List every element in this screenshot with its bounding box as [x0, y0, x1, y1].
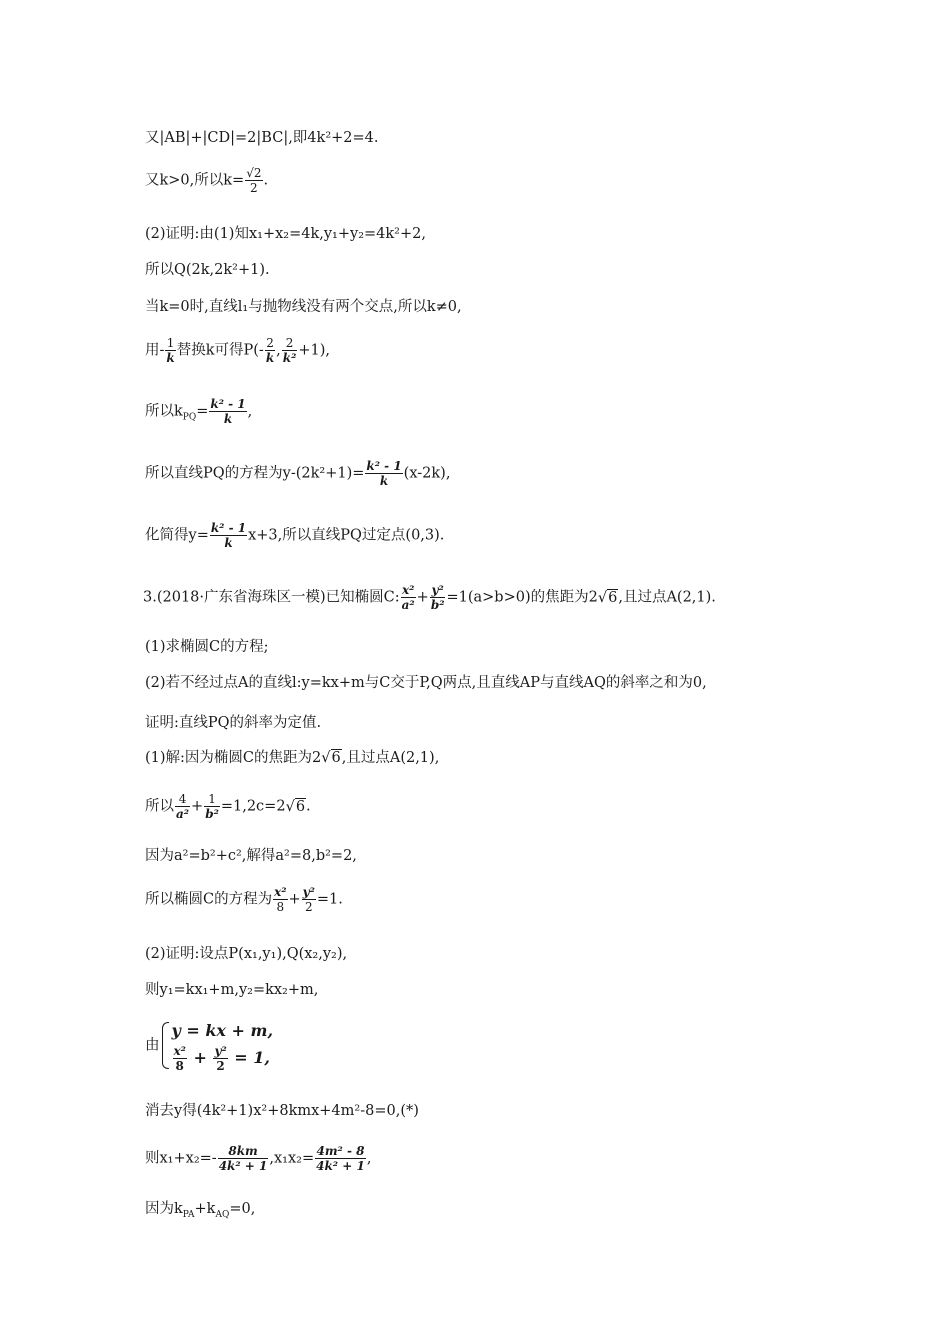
- fraction-denominator: k: [223, 412, 233, 426]
- text-run: 所以: [145, 798, 174, 815]
- fraction: [204, 792, 220, 821]
- text-run: x+3,所以直线PQ过定点(0,3).: [248, 527, 445, 544]
- fraction: [265, 336, 275, 365]
- text-run: =0,: [229, 1201, 256, 1217]
- fraction: [401, 583, 416, 612]
- fraction-denominator: 8: [175, 1059, 184, 1073]
- text-line: (1)求椭圆C的方程;: [145, 639, 269, 655]
- square-root: √6: [321, 750, 341, 766]
- fraction-numerator: k² - 1: [210, 397, 246, 411]
- fraction-numerator: y²: [214, 1044, 227, 1058]
- text-run: 由: [145, 1037, 160, 1054]
- fraction: [173, 1044, 187, 1073]
- fraction: [165, 336, 175, 365]
- equation: y = kx + m,: [171, 1021, 274, 1040]
- fraction: [282, 336, 298, 365]
- subscript: PA: [182, 1209, 195, 1220]
- text-run: 所以k: [145, 403, 183, 420]
- text-run: +: [187, 1048, 213, 1067]
- fraction-denominator: k: [379, 474, 389, 488]
- fraction-numerator: 2: [282, 336, 298, 351]
- text-run: =1,2c=2: [220, 798, 286, 815]
- fraction: [302, 885, 316, 914]
- fraction-denominator: k: [166, 351, 175, 365]
- square-root: √6: [285, 798, 306, 815]
- text-line: 所以Q(2k,2k²+1).: [145, 262, 270, 278]
- fraction-denominator: 4k² + 1: [218, 1159, 268, 1173]
- fraction-denominator: k: [224, 536, 233, 550]
- text-run: +1),: [298, 342, 331, 359]
- text-run: ,: [366, 1150, 372, 1167]
- text-run: 化简得y=: [145, 527, 209, 544]
- fraction-numerator: 8km: [218, 1144, 269, 1159]
- fraction: [218, 1144, 269, 1173]
- fraction-denominator: b²: [205, 807, 219, 821]
- fraction-numerator: k² - 1: [366, 459, 402, 473]
- text-run: .: [263, 172, 269, 189]
- text-line: [145, 885, 343, 914]
- fraction: [245, 166, 262, 195]
- text-run: 3.(2018·广东省海珠区一模)已知椭圆C:: [143, 589, 400, 606]
- fraction: [213, 1044, 227, 1073]
- fraction-denominator: k: [265, 351, 275, 365]
- fraction: [430, 583, 446, 612]
- text-line: 因为a²=b²+c²,解得a²=8,b²=2,: [145, 848, 357, 864]
- text-run: 则x₁+x₂=-: [145, 1150, 217, 1167]
- fraction: [365, 459, 402, 488]
- question-title: [143, 583, 716, 612]
- fraction-numerator: √2: [246, 166, 262, 180]
- radicand: 6: [295, 798, 306, 815]
- text-run: 所以椭圆C的方程为: [145, 891, 273, 908]
- fraction-numerator: y²: [302, 885, 315, 899]
- fraction-numerator: x²: [401, 583, 415, 597]
- text-run: ,且过点A(2,1),: [341, 750, 440, 766]
- text-line: 消去y得(4k²+1)x²+8kmx+4m²-8=0,(*): [145, 1103, 419, 1119]
- text-run: +: [191, 798, 204, 815]
- text-run: +k: [194, 1201, 216, 1217]
- fraction-numerator: x²: [274, 885, 287, 899]
- text-line: 当k=0时,直线l₁与抛物线没有两个交点,所以k≠0,: [145, 299, 462, 315]
- text-line: 证明:直线PQ的斜率为定值.: [145, 715, 322, 731]
- fraction-denominator: a²: [176, 807, 190, 821]
- equation: [172, 1044, 274, 1073]
- text-run: =1(a>b>0)的焦距为2: [446, 589, 598, 606]
- fraction-numerator: k² - 1: [210, 521, 247, 535]
- fraction-numerator: x²: [173, 1044, 186, 1058]
- fraction-numerator: 1: [204, 792, 220, 807]
- text-line: [145, 1144, 371, 1173]
- fraction-numerator: 2: [266, 336, 274, 350]
- radicand: 6: [608, 589, 618, 606]
- equation-system-line: [145, 1018, 273, 1073]
- text-line: [145, 1199, 255, 1225]
- text-line: [145, 792, 311, 821]
- text-run: ,: [247, 403, 253, 420]
- text-run: 又k>0,所以k=: [145, 172, 245, 189]
- text-line: [145, 397, 252, 427]
- text-run: = 1,: [228, 1048, 270, 1067]
- text-run: +: [288, 891, 301, 908]
- text-run: 替换k可得P(-: [176, 342, 264, 359]
- subscript: PQ: [182, 412, 197, 423]
- fraction-numerator: 4m² - 8: [316, 1144, 365, 1158]
- text-run: ,且过点A(2,1).: [618, 589, 716, 606]
- fraction-denominator: 2: [250, 181, 258, 195]
- text-run: (1)解:因为椭圆C的焦距为2: [145, 750, 322, 766]
- fraction-denominator: 2: [304, 900, 313, 914]
- fraction: [315, 1144, 366, 1173]
- text-line: (2)证明:设点P(x₁,y₁),Q(x₂,y₂),: [145, 946, 348, 962]
- text-line: 又|AB|+|CD|=2|BC|,即4k²+2=4.: [145, 130, 379, 146]
- text-run: 因为k: [145, 1201, 183, 1217]
- text-run: 用-: [145, 342, 165, 359]
- text-line: [145, 336, 330, 365]
- text-line: [145, 521, 444, 550]
- text-run: ,: [276, 342, 281, 359]
- text-line: (2)证明:由(1)知x₁+x₂=4k,y₁+y₂=4k²+2,: [145, 226, 426, 242]
- text-line: 则y₁=kx₁+m,y₂=kx₂+m,: [145, 982, 319, 998]
- fraction-denominator: 8: [276, 900, 285, 914]
- text-run: .: [306, 798, 311, 815]
- subscript: AQ: [215, 1209, 230, 1220]
- fraction-denominator: 2: [216, 1059, 225, 1073]
- fraction-numerator: 4: [175, 792, 190, 807]
- text-run: +: [416, 589, 429, 606]
- fraction: [210, 521, 247, 550]
- fraction-numerator: 1: [166, 336, 175, 350]
- fraction-denominator: k²: [282, 351, 297, 365]
- text-run: ,x₁x₂=: [269, 1150, 315, 1167]
- radicand: 6: [331, 750, 341, 766]
- text-run: =: [196, 403, 209, 420]
- fraction: [175, 792, 190, 821]
- text-line: [145, 748, 439, 768]
- text-line: [145, 166, 268, 195]
- equation-system: [160, 1018, 274, 1073]
- text-line: [145, 459, 450, 488]
- fraction: [209, 397, 246, 426]
- fraction: [273, 885, 287, 914]
- fraction-numerator: y²: [431, 583, 444, 597]
- text-line: (2)若不经过点A的直线l:y=kx+m与C交于P,Q两点,且直线AP与直线AQ的斜率之和为0,: [145, 675, 707, 691]
- fraction-denominator: 4k² + 1: [316, 1159, 365, 1173]
- fraction-denominator: b²: [430, 598, 445, 612]
- fraction-denominator: a²: [401, 598, 415, 612]
- text-run: =1.: [316, 891, 343, 908]
- text-run: (x-2k),: [403, 465, 451, 482]
- text-run: 所以直线PQ的方程为y-(2k²+1)=: [145, 465, 365, 482]
- square-root: √6: [597, 589, 618, 606]
